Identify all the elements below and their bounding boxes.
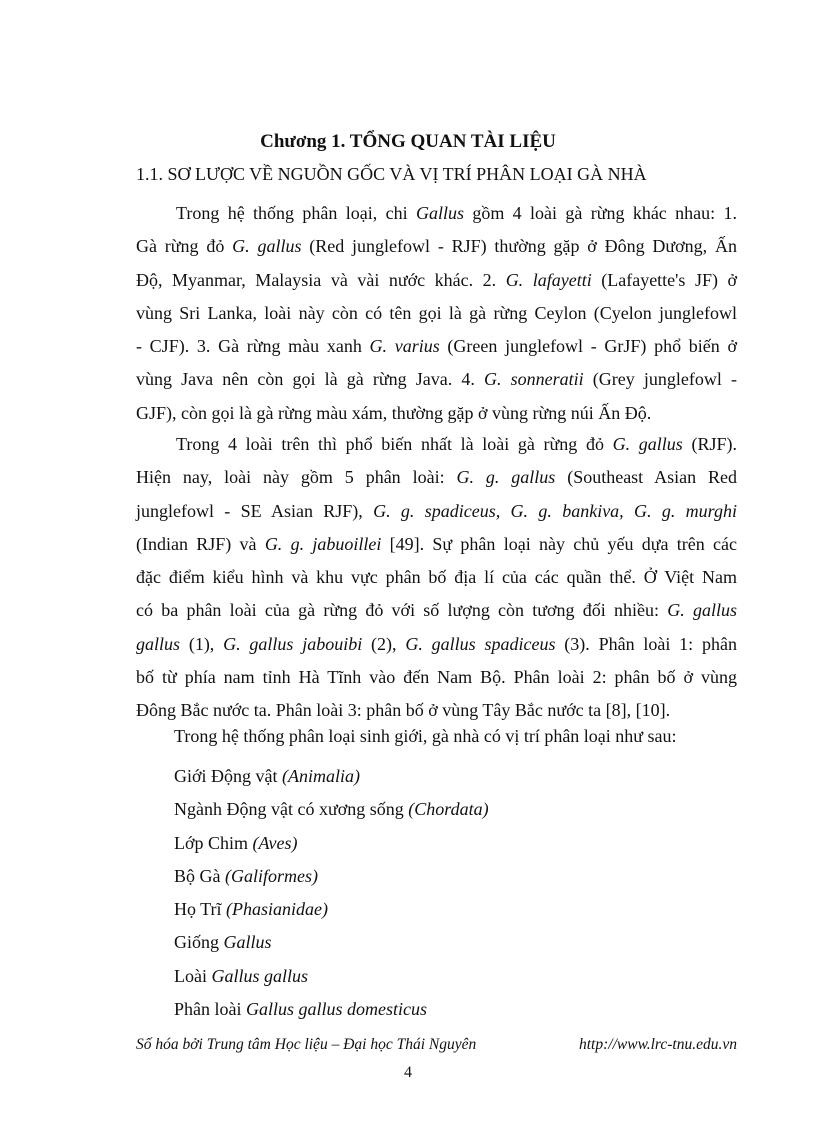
taxonomy-rank: Phân loài Gallus gallus domesticus <box>174 999 428 1020</box>
text-line: vùng Java nên còn gọi là gà rừng Java. 4. G. sonneratii (Grey junglefowl - <box>136 369 737 390</box>
taxonomy-list <box>174 760 489 1026</box>
footer-publisher: Số hóa bởi Trung tâm Học liệu – Đại học Thái Nguyên <box>136 1036 477 1053</box>
chapter-title: Chương 1. TỔNG QUAN TÀI LIỆU <box>260 131 556 152</box>
taxonomy-rank: Lớp Chim (Aves) <box>174 832 298 853</box>
taxonomy-rank: Bộ Gà (Galiformes) <box>174 865 318 886</box>
text-line: đặc điểm kiểu hình và khu vực phân bố địa lí của các quần thể. Ở Việt Nam <box>136 567 737 588</box>
text-line: gallus (1), G. gallus jabouibi (2), G. gallus spadiceus (3). Phân loài 1: phân <box>136 633 737 654</box>
text-line: - CJF). 3. Gà rừng màu xanh G. varius (Green junglefowl - GrJF) phổ biến ở <box>136 336 737 357</box>
section-title: 1.1. SƠ LƯỢC VỀ NGUỒN GỐC VÀ VỊ TRÍ PHÂN LOẠI GÀ NHÀ <box>136 164 647 184</box>
taxonomy-intro: Trong hệ thống phân loại sinh giới, gà nhà có vị trí phân loại như sau: <box>174 726 677 746</box>
text-line: có ba phân loài của gà rừng đỏ với số lượng còn tương đối nhiều: G. gallus <box>136 600 737 621</box>
text-line: junglefowl - SE Asian RJF), G. g. spadiceus, G. g. bankiva, G. g. murghi <box>136 500 737 521</box>
text-line: Hiện nay, loài này gồm 5 phân loài: G. g. gallus (Southeast Asian Red <box>136 467 737 488</box>
text-line: vùng Sri Lanka, loài này còn có tên gọi là gà rừng Ceylon (Cyelon junglefowl <box>136 302 737 323</box>
text-line: Trong 4 loài trên thì phổ biến nhất là loài gà rừng đỏ G. gallus (RJF). <box>176 434 737 454</box>
text-line: Độ, Myanmar, Malaysia và vài nước khác. 2. G. lafayetti (Lafayette's JF) ở <box>136 269 738 290</box>
text-line: bố từ phía nam tỉnh Hà Tĩnh vào đến Nam Bộ. Phân loài 2: phân bố ở vùng <box>136 667 737 688</box>
page-number: 4 <box>404 1064 412 1081</box>
taxonomy-rank: Loài Gallus gallus <box>174 965 309 986</box>
paragraph-genus-overview <box>136 197 737 430</box>
text-line: Trong hệ thống phân loại, chi Gallus gồm 4 loài gà rừng khác nhau: 1. <box>176 203 737 223</box>
text-line: GJF), còn gọi là gà rừng màu xám, thường gặp ở vùng rừng núi Ấn Độ. <box>136 402 652 423</box>
taxonomy-rank: Giới Động vật (Animalia) <box>174 766 361 786</box>
paragraph-red-junglefowl <box>136 428 737 728</box>
text-line: (Indian RJF) và G. g. jabuoillei [49]. Sự phân loại này chủ yếu dựa trên các <box>136 533 737 554</box>
text-line: Đông Bắc nước ta. Phân loài 3: phân bố ở vùng Tây Bắc nước ta [8], [10]. <box>136 700 671 721</box>
taxonomy-rank: Ngành Động vật có xương sống (Chordata) <box>174 799 489 820</box>
taxonomy-rank: Họ Trĩ (Phasianidae) <box>174 899 329 920</box>
footer-url[interactable]: http://www.lrc-tnu.edu.vn <box>579 1036 737 1053</box>
taxonomy-rank: Giống Gallus <box>174 932 272 953</box>
text-line: Gà rừng đỏ G. gallus (Red junglefowl - RJF) thường gặp ở Đông Dương, Ấn <box>136 236 737 257</box>
